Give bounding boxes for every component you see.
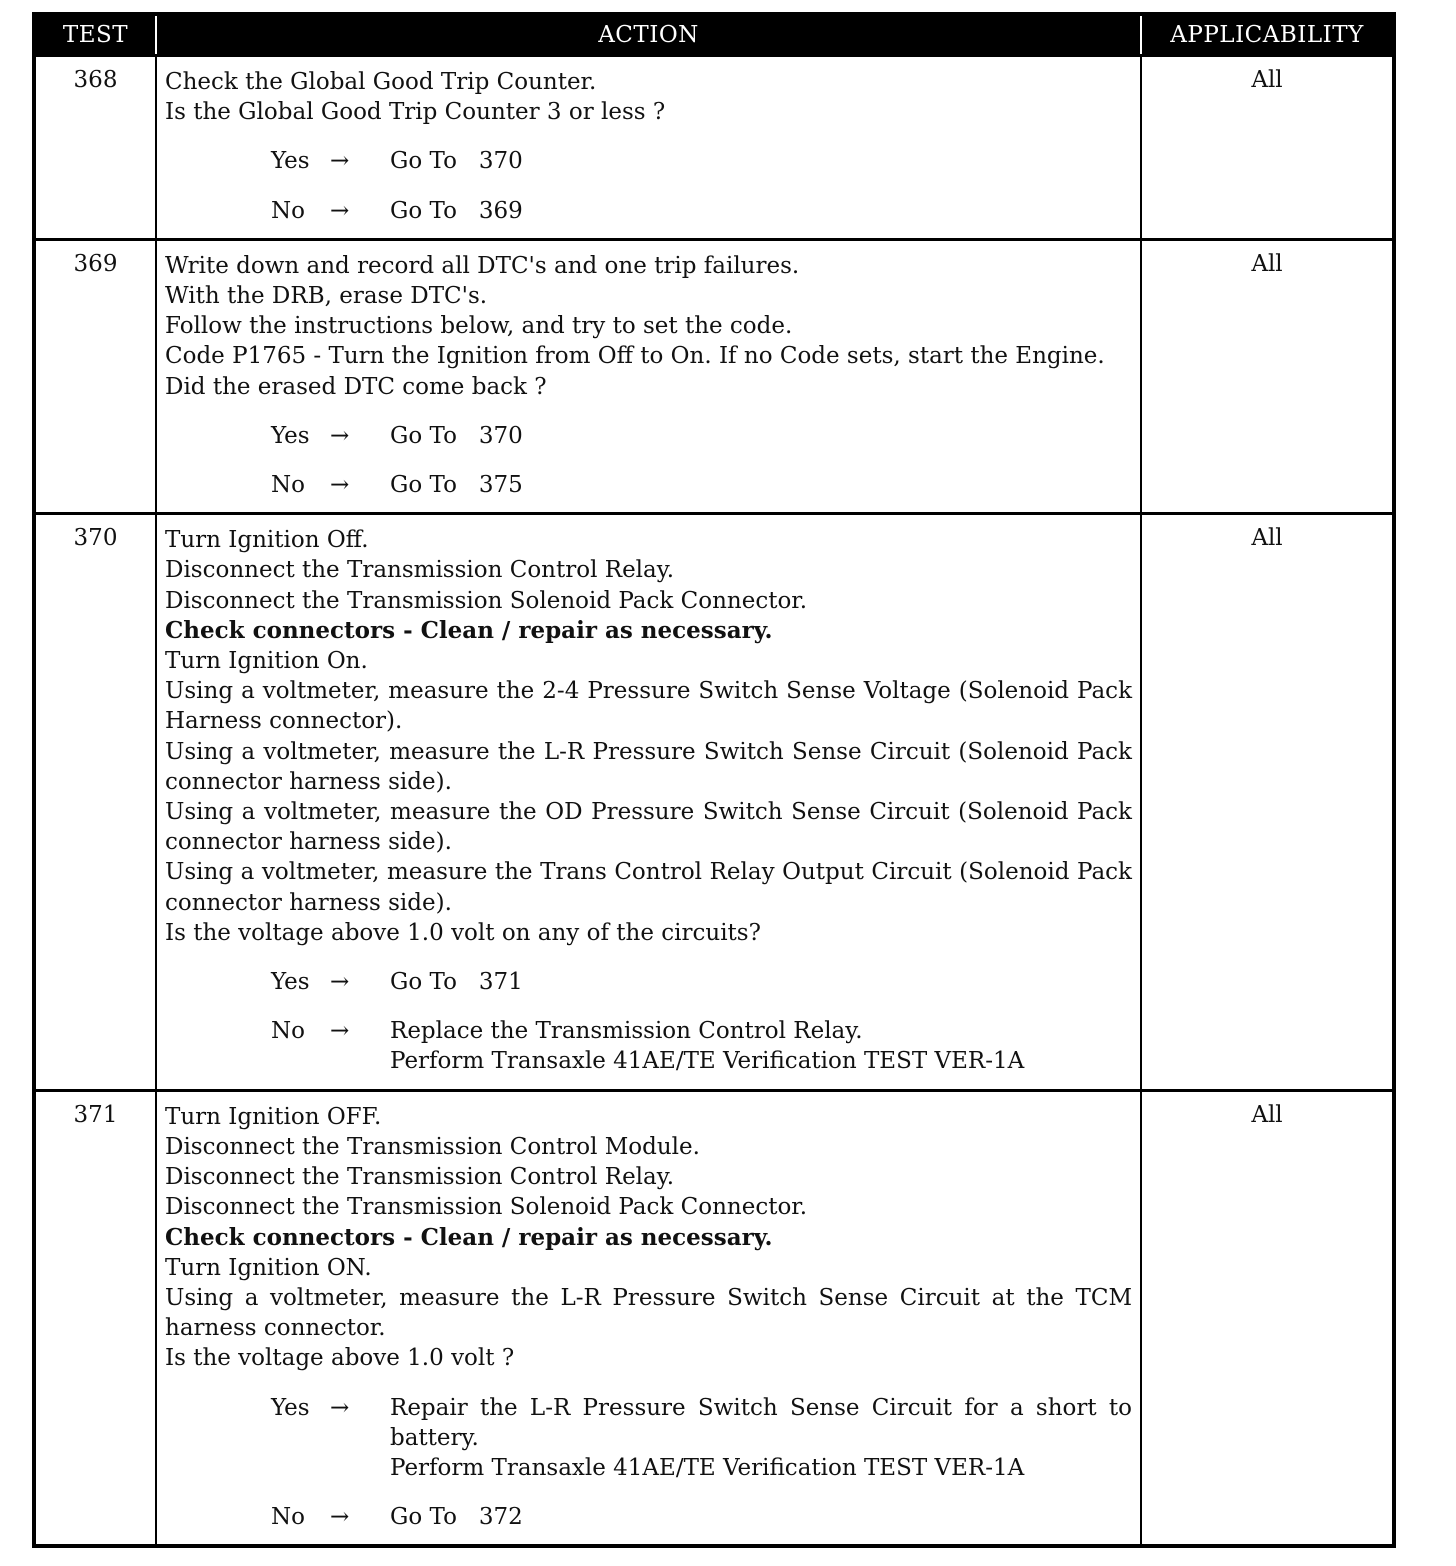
outcome-yes [165,967,1132,997]
instruction-step: Disconnect the Transmission Control Relay. [165,1164,674,1191]
instruction-step: Turn Ignition Off. [165,527,369,554]
instruction-step: Using a voltmeter, measure the OD Pressure Switch Sense Circuit (Solenoid Pack connector harness side). [165,799,1132,856]
arrow-right-icon: → [330,1018,350,1045]
arrow-right-icon: → [330,148,350,175]
test-number: 370 [34,514,156,1090]
outcomes [165,146,1132,225]
bold-instruction: Check connectors - Clean / repair as necessary. [165,1223,773,1251]
arrow-right-icon: → [330,422,350,449]
outcome-label: Yes [271,1394,310,1421]
outcome-line: Perform Transaxle 41AE/TE Verification TEST VER-1A [390,1048,1025,1075]
outcome-yes [165,421,1132,451]
instruction-step: Follow the instructions below, and try to set the code. [165,313,793,340]
table-row [34,56,1394,240]
outcome-line: Go To 370 [390,148,523,175]
outcome-line: Go To 369 [390,197,523,224]
outcomes [165,421,1132,500]
instruction-step: Disconnect the Transmission Solenoid Pack Connector. [165,587,808,614]
arrow-right-icon: → [330,1504,350,1531]
instruction-step: Turn Ignition On. [165,648,368,675]
outcome-no [165,196,1132,226]
table-header-row [34,14,1394,56]
action-cell [156,1090,1141,1546]
instruction-step: Write down and record all DTC's and one trip failures. [165,252,800,279]
outcome-text [390,1502,1132,1532]
outcomes [165,1393,1132,1533]
outcome-text [390,1016,1132,1076]
header-applicability: APPLICABILITY [1141,14,1394,56]
instruction-step: Using a voltmeter, measure the L-R Pressure Switch Sense Circuit at the TCM harness connector. [165,1284,1132,1342]
test-number: 371 [34,1090,156,1546]
instruction-step: Using a voltmeter, measure the Trans Control Relay Output Circuit (Solenoid Pack connector harness side). [165,859,1132,916]
outcome-no [165,1502,1132,1532]
instruction-step: Check the Global Good Trip Counter. [165,69,597,95]
outcome-text [390,196,1132,226]
applicability: All [1141,514,1394,1090]
instruction-step: Disconnect the Transmission Control Relay. [165,557,674,584]
table-row [34,239,1394,513]
outcome-label: Yes [271,969,310,996]
instruction-step: Code P1765 - Turn the Ignition from Off to On. If no Code sets, start the Engine. [165,343,1105,370]
outcome-line: Go To 375 [390,472,523,499]
instruction-step: Turn Ignition ON. [165,1254,372,1281]
instruction-step: Turn Ignition OFF. [165,1103,382,1130]
action-cell [156,56,1141,240]
outcome-label: No [271,1018,305,1045]
outcomes [165,967,1132,1077]
arrow-right-icon: → [330,969,350,996]
instruction-step: With the DRB, erase DTC's. [165,283,488,310]
instruction-step: Using a voltmeter, measure the L-R Pressure Switch Sense Circuit (Solenoid Pack connector harness side). [165,738,1132,795]
table-row [34,1090,1394,1546]
table-row [34,514,1394,1090]
outcome-label: Yes [271,148,310,175]
action-cell [156,239,1141,513]
outcome-no [165,1016,1132,1076]
instruction-step: Did the erased DTC come back ? [165,373,547,400]
instruction-step: Using a voltmeter, measure the 2-4 Pressure Switch Sense Voltage (Solenoid Pack Harness connector). [165,678,1132,735]
outcome-line: Repair the L-R Pressure Switch Sense Circuit for a short to battery. [390,1394,1132,1451]
document-page [32,12,1392,1532]
outcome-label: No [271,1504,305,1531]
outcome-line: Go To 372 [390,1504,523,1531]
instruction-step: Is the Global Good Trip Counter 3 or less ? [165,99,666,126]
instruction-step: Disconnect the Transmission Control Module. [165,1133,700,1160]
applicability: All [1141,56,1394,240]
outcome-line: Perform Transaxle 41AE/TE Verification TEST VER-1A [390,1454,1025,1481]
header-action: ACTION [156,14,1141,56]
arrow-right-icon: → [330,472,350,499]
header-test: TEST [34,14,156,56]
outcome-label: Yes [271,422,310,449]
instruction-step: Is the voltage above 1.0 volt on any of the circuits? [165,919,761,946]
action-cell [156,514,1141,1090]
test-number: 369 [34,239,156,513]
outcome-no [165,470,1132,500]
outcome-line: Replace the Transmission Control Relay. [390,1018,863,1045]
arrow-right-icon: → [330,197,350,224]
outcome-text [390,967,1132,997]
table-body [34,56,1394,1547]
outcome-yes [165,1393,1132,1484]
diagnostic-table [32,12,1396,1548]
outcome-text [390,421,1132,451]
outcome-label: No [271,472,305,499]
outcome-label: No [271,197,305,224]
bold-instruction: Check connectors - Clean / repair as necessary. [165,616,773,644]
outcome-yes [165,146,1132,176]
applicability: All [1141,239,1394,513]
outcome-text [390,470,1132,500]
instruction-step: Is the voltage above 1.0 volt ? [165,1345,515,1372]
arrow-right-icon: → [330,1394,350,1421]
test-number: 368 [34,56,156,240]
outcome-text [390,146,1132,176]
outcome-line: Go To 371 [390,969,523,996]
outcome-text [390,1393,1132,1484]
applicability: All [1141,1090,1394,1546]
outcome-line: Go To 370 [390,422,523,449]
instruction-step: Disconnect the Transmission Solenoid Pack Connector. [165,1194,808,1221]
